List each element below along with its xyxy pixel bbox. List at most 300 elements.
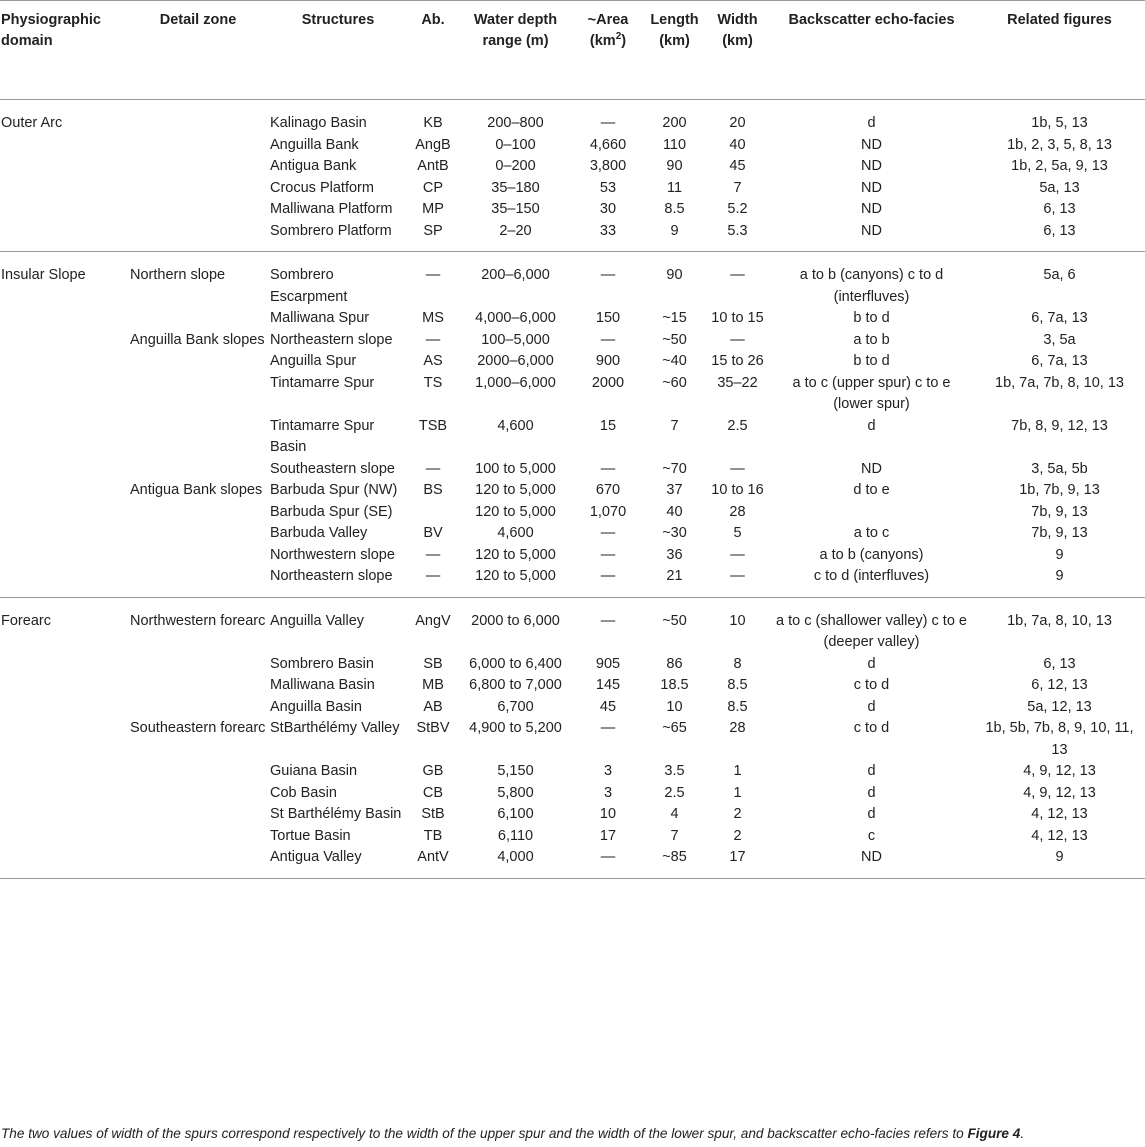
physiographic-domain-cell: [0, 654, 128, 676]
length-cell: ~50: [662, 612, 687, 629]
header-area-label: ~Area: [587, 12, 629, 28]
structure-cell: Malliwana Basin: [270, 677, 375, 693]
abbreviation-cell: CB: [422, 784, 444, 801]
width-cell: 1: [733, 784, 742, 801]
depth-cell: 5,800: [497, 784, 534, 801]
depth-cell: 100 to 5,000: [475, 460, 556, 477]
physiographic-domain-cell: [0, 221, 128, 252]
length-cell: 11: [666, 179, 683, 196]
structure-cell: Cob Basin: [270, 784, 337, 801]
abbreviation-cell: TB: [423, 827, 443, 844]
area-cell: —: [600, 331, 616, 348]
structure-cell: St Barthélémy Basin: [270, 806, 402, 822]
area-cell: 670: [595, 482, 621, 498]
structure-cell: Barbuda Valley: [270, 525, 368, 541]
area-cell: 3: [603, 763, 613, 779]
width-cell: 10 to 15: [711, 310, 764, 326]
table-row: [0, 135, 1145, 157]
detail-zone-cell: [128, 523, 268, 545]
table-row: [0, 502, 1145, 524]
abbreviation-cell: MP: [422, 201, 444, 217]
width-cell: 15 to 26: [711, 353, 764, 369]
structure-cell: Tintamarre Spur: [270, 374, 375, 391]
header-physiographic-domain: Physiographic domain: [0, 1, 128, 100]
backscatter-cell: d: [867, 784, 876, 801]
backscatter-cell: ND: [769, 221, 974, 252]
structure-cell: Antigua Bank: [270, 158, 357, 174]
length-cell: 3.5: [664, 763, 685, 779]
figures-cell: 4, 12, 13: [1031, 806, 1088, 822]
physiographic-domain-cell: [0, 156, 128, 178]
table-row: [0, 156, 1145, 178]
physiographic-domain-cell: [0, 135, 128, 157]
backscatter-cell: [769, 502, 974, 524]
physiographic-domain-cell: [0, 804, 128, 826]
detail-zone-cell: [128, 308, 268, 330]
figures-cell: 6, 12, 13: [1031, 677, 1088, 693]
table-row: [0, 804, 1145, 826]
depth-cell: 4,600: [497, 525, 534, 541]
backscatter-cell: d to e: [853, 482, 890, 498]
length-cell: ~60: [662, 374, 687, 391]
detail-zone-cell: [128, 156, 268, 178]
backscatter-cell: a to c (upper spur) c to e (lower spur): [792, 374, 951, 412]
figures-cell: 1b, 7b, 9, 13: [1019, 482, 1100, 498]
length-cell: 37: [666, 482, 683, 498]
table-row: [0, 308, 1145, 330]
table-row: [0, 221, 1145, 252]
width-cell: 28: [729, 503, 746, 520]
width-cell: 7: [733, 179, 742, 196]
depth-cell: 120 to 5,000: [475, 482, 556, 498]
detail-zone-cell: Northern slope: [130, 267, 226, 283]
figures-cell: 5a, 6: [1043, 267, 1076, 283]
length-cell: ~30: [662, 525, 687, 541]
physiographic-domain-cell: [0, 566, 128, 597]
width-cell: 20: [729, 115, 746, 131]
figures-cell: 6, 13: [974, 221, 1145, 252]
structure-cell: Malliwana Spur: [270, 310, 370, 326]
abbreviation-cell: —: [425, 331, 441, 348]
structure-cell: Kalinago Basin: [270, 115, 367, 131]
figures-cell: 6, 13: [1043, 201, 1076, 217]
width-cell: 2.5: [727, 417, 748, 434]
backscatter-cell: d: [867, 655, 876, 672]
abbreviation-cell: SP: [408, 221, 458, 252]
table-row: [0, 826, 1145, 848]
table-row: [0, 199, 1145, 221]
figures-cell: 7b, 9, 13: [1031, 525, 1088, 541]
structure-cell: Sombrero Escarpment: [270, 267, 348, 305]
depth-cell: 200–800: [487, 115, 544, 131]
table-row: [0, 545, 1145, 567]
table-row: [0, 597, 1145, 654]
abbreviation-cell: BS: [423, 482, 443, 498]
depth-cell: 6,110: [497, 827, 534, 844]
physiographic-domain-cell: [0, 351, 128, 373]
depth-cell: 120 to 5,000: [475, 503, 556, 520]
backscatter-cell: ND: [769, 847, 974, 878]
physiographic-domain-cell: [0, 545, 128, 567]
abbreviation-cell: MS: [422, 310, 444, 326]
abbreviation-cell: GB: [422, 763, 444, 779]
area-cell: 45: [599, 698, 617, 715]
backscatter-cell: ND: [861, 158, 882, 174]
abbreviation-cell: AngV: [415, 612, 451, 629]
physiographic-domain-cell: [0, 761, 128, 783]
figures-cell: 3, 5a: [1043, 331, 1076, 348]
backscatter-cell: c to d (interfluves): [769, 566, 974, 597]
table-row: [0, 654, 1145, 676]
abbreviation-cell: AngB: [415, 136, 451, 153]
physiographic-domain-cell: Insular Slope: [1, 267, 86, 283]
area-cell: —: [573, 847, 643, 878]
physiographic-domain-cell: [0, 308, 128, 330]
header-backscatter: Backscatter echo-facies: [769, 1, 974, 100]
abbreviation-cell: CP: [422, 179, 444, 196]
depth-cell: 120 to 5,000: [458, 566, 573, 597]
structure-cell: Crocus Platform: [270, 179, 374, 196]
width-cell: —: [730, 546, 745, 563]
width-cell: 8.5: [727, 677, 748, 693]
detail-zone-cell: [128, 697, 268, 719]
figures-cell: 4, 9, 12, 13: [1023, 784, 1096, 801]
structure-cell: Anguilla Bank: [270, 136, 359, 153]
depth-cell: 2–20: [458, 221, 573, 252]
backscatter-cell: ND: [861, 201, 882, 217]
detail-zone-cell: [128, 221, 268, 252]
detail-zone-cell: [128, 783, 268, 805]
backscatter-cell: d: [867, 763, 876, 779]
table-row: [0, 783, 1145, 805]
abbreviation-cell: [408, 502, 458, 524]
backscatter-cell: b to d: [853, 310, 890, 326]
depth-cell: 0–200: [495, 158, 536, 174]
length-cell: ~40: [662, 353, 687, 369]
detail-zone-cell: [128, 416, 268, 459]
width-cell: 35–22: [717, 374, 758, 391]
structure-cell: Sombrero Basin: [270, 655, 374, 672]
length-cell: 18.5: [660, 677, 689, 693]
detail-zone-cell: [128, 373, 268, 416]
physiographic-domain-cell: [0, 178, 128, 200]
structure-cell: Barbuda Spur (NW): [270, 482, 398, 498]
figures-cell: 9: [974, 566, 1145, 597]
area-cell: 4,660: [589, 136, 627, 153]
header-abbreviation: Ab.: [408, 1, 458, 100]
depth-cell: 2000 to 6,000: [471, 612, 560, 629]
backscatter-cell: ND: [861, 179, 882, 196]
depth-cell: 120 to 5,000: [475, 546, 556, 563]
depth-cell: 35–180: [491, 179, 540, 196]
abbreviation-cell: AB: [423, 698, 443, 715]
header-length: Length (km): [643, 1, 706, 100]
footnote-figure-ref: Figure 4: [967, 1126, 1021, 1141]
width-cell: 8: [733, 655, 742, 672]
physiographic-domain-cell: [0, 523, 128, 545]
figures-cell: 6, 7a, 13: [1031, 310, 1088, 326]
depth-cell: 2000–6,000: [477, 353, 554, 369]
header-detail-zone: Detail zone: [128, 1, 268, 100]
detail-zone-cell: [128, 654, 268, 676]
structure-cell: Tintamarre Spur Basin: [270, 417, 375, 455]
figures-cell: 6, 7a, 13: [1031, 353, 1088, 369]
structure-cell: Northeastern slope: [270, 331, 393, 348]
length-cell: 9: [643, 221, 706, 252]
table-row: [0, 761, 1145, 783]
figures-cell: 1b, 7a, 8, 10, 13: [1007, 612, 1112, 629]
physiographic-domain-cell: [0, 416, 128, 459]
structure-cell: Southeastern slope: [270, 460, 395, 477]
table-row: [0, 459, 1145, 481]
abbreviation-cell: StB: [421, 806, 445, 822]
abbreviation-cell: AntV: [408, 847, 458, 878]
backscatter-cell: d: [867, 698, 876, 715]
depth-cell: 100–5,000: [481, 331, 550, 348]
abbreviation-cell: MB: [422, 677, 444, 693]
abbreviation-cell: AntB: [417, 158, 449, 174]
physiographic-domain-cell: [0, 675, 128, 697]
width-cell: 40: [729, 136, 746, 153]
figures-cell: 1b, 2, 3, 5, 8, 13: [1007, 136, 1112, 153]
abbreviation-cell: SB: [423, 655, 443, 672]
area-cell: —: [600, 267, 616, 283]
width-cell: 5: [733, 525, 742, 541]
width-cell: 2: [733, 806, 742, 822]
abbreviation-cell: TS: [423, 374, 443, 391]
backscatter-cell: ND: [861, 136, 882, 153]
footnote-end: .: [1020, 1126, 1025, 1141]
table-body: [0, 100, 1145, 879]
abbreviation-cell: —: [425, 267, 441, 283]
abbreviation-cell: —: [425, 460, 441, 477]
backscatter-cell: ND: [861, 460, 882, 477]
detail-zone-cell: Northwestern forearc: [130, 612, 266, 629]
backscatter-cell: a to c (shallower valley) c to e (deeper valley): [776, 612, 967, 650]
length-cell: 4: [670, 806, 679, 822]
length-cell: ~85: [643, 847, 706, 878]
backscatter-cell: d: [867, 115, 876, 131]
header-width: Width (km): [706, 1, 769, 100]
length-cell: 200: [662, 115, 687, 131]
table-row: [0, 252, 1145, 309]
abbreviation-cell: AS: [423, 353, 443, 369]
figures-cell: 5a, 12, 13: [1027, 698, 1092, 715]
abbreviation-cell: —: [425, 546, 441, 563]
table-row: [0, 178, 1145, 200]
abbreviation-cell: KB: [423, 115, 443, 131]
length-cell: 7: [670, 417, 679, 434]
abbreviation-cell: —: [408, 566, 458, 597]
area-cell: —: [600, 612, 616, 629]
width-cell: 17: [706, 847, 769, 878]
width-cell: 2: [733, 827, 742, 844]
physiographic-domain-cell: [0, 502, 128, 524]
detail-zone-cell: [128, 502, 268, 524]
structure-cell: Barbuda Spur (SE): [270, 503, 393, 520]
depth-cell: 4,000: [458, 847, 573, 878]
depth-cell: 5,150: [497, 763, 534, 779]
table-row: [0, 523, 1145, 545]
structure-cell: Northeastern slope: [268, 566, 408, 597]
header-area: [573, 1, 643, 100]
detail-zone-cell: [128, 847, 268, 878]
physiographic-domain-cell: [0, 480, 128, 502]
table-row: [0, 847, 1145, 878]
depth-cell: 6,700: [497, 698, 534, 715]
physiographic-domain-cell: [0, 199, 128, 221]
area-cell: —: [600, 525, 616, 541]
backscatter-cell: d: [867, 417, 876, 434]
length-cell: 90: [666, 158, 683, 174]
figures-cell: 4, 9, 12, 13: [1023, 763, 1096, 779]
physiographic-domain-cell: [0, 330, 128, 352]
area-cell: 30: [599, 201, 617, 217]
structure-cell: Anguilla Spur: [270, 353, 357, 369]
area-cell: —: [600, 720, 616, 736]
header-water-depth: Water depth range (m): [458, 1, 573, 100]
area-cell: —: [600, 115, 616, 131]
area-cell: 17: [599, 827, 617, 844]
length-cell: 2.5: [664, 784, 685, 801]
depth-cell: 200–6,000: [481, 267, 550, 283]
backscatter-cell: c to d: [853, 720, 890, 736]
detail-zone-cell: [128, 566, 268, 597]
table-header: [0, 1, 1145, 100]
area-cell: 33: [573, 221, 643, 252]
structure-cell: Antigua Valley: [268, 847, 408, 878]
depth-cell: 4,900 to 5,200: [469, 720, 562, 736]
detail-zone-cell: [128, 100, 268, 135]
backscatter-cell: a to c: [853, 525, 890, 541]
figures-cell: 4, 12, 13: [1031, 827, 1088, 844]
physiographic-domain-cell: [0, 697, 128, 719]
physiographic-domain-cell: [0, 373, 128, 416]
structure-cell: Anguilla Basin: [270, 698, 362, 715]
header-area-unit-close: ): [621, 33, 627, 49]
width-cell: 10: [729, 612, 746, 629]
header-structures: Structures: [268, 1, 408, 100]
figures-cell: 1b, 5, 13: [1031, 115, 1088, 131]
area-cell: 53: [599, 179, 617, 196]
backscatter-cell: a to b: [853, 331, 890, 348]
backscatter-cell: b to d: [853, 353, 890, 369]
depth-cell: 6,800 to 7,000: [469, 677, 562, 693]
table-row: [0, 373, 1145, 416]
figures-cell: 1b, 5b, 7b, 8, 9, 10, 11, 13: [985, 720, 1134, 758]
area-cell: 905: [595, 655, 621, 672]
detail-zone-cell: [128, 675, 268, 697]
depth-cell: 4,600: [497, 417, 534, 434]
length-cell: 36: [666, 546, 683, 563]
detail-zone-cell: [128, 459, 268, 481]
footnote-text: The two values of width of the spurs correspond respectively to the width of the upper spur and the width of the lower spur, and backscatter echo-facies refers to: [1, 1126, 964, 1141]
area-cell: —: [600, 460, 616, 477]
area-cell: —: [573, 566, 643, 597]
depth-cell: 0–100: [495, 136, 536, 153]
width-cell: 5.2: [727, 201, 748, 217]
figures-cell: 5a, 13: [1039, 179, 1080, 196]
structure-cell: Malliwana Platform: [270, 201, 393, 217]
physiographic-domain-cell: [0, 718, 128, 761]
table-row: [0, 330, 1145, 352]
detail-zone-cell: [128, 351, 268, 373]
abbreviation-cell: TSB: [418, 417, 448, 434]
table-row: [0, 100, 1145, 135]
detail-zone-cell: [128, 826, 268, 848]
depth-cell: 4,000–6,000: [475, 310, 556, 326]
area-cell: 900: [595, 353, 621, 369]
detail-zone-cell: Anguilla Bank slopes: [130, 331, 265, 348]
depth-cell: 1,000–6,000: [475, 374, 556, 391]
header-area-unit: (km: [589, 33, 616, 49]
width-cell: 28: [729, 720, 746, 736]
width-cell: 45: [729, 158, 746, 174]
width-cell: 10 to 16: [711, 482, 764, 498]
area-cell: 1,070: [589, 503, 627, 520]
detail-zone-cell: [128, 545, 268, 567]
table-row: [0, 416, 1145, 459]
length-cell: ~15: [662, 310, 687, 326]
detail-zone-cell: [128, 178, 268, 200]
figures-cell: 1b, 7a, 7b, 8, 10, 13: [995, 374, 1124, 391]
length-cell: 110: [662, 136, 687, 153]
depth-cell: 6,100: [497, 806, 534, 822]
detail-zone-cell: Antigua Bank slopes: [130, 482, 263, 498]
area-cell: 10: [599, 806, 617, 822]
length-cell: ~50: [662, 331, 687, 348]
area-cell: 145: [595, 677, 621, 693]
figures-cell: 1b, 2, 5a, 9, 13: [1011, 158, 1108, 174]
width-cell: 5.3: [706, 221, 769, 252]
length-cell: 10: [666, 698, 683, 715]
length-cell: 8.5: [664, 201, 685, 217]
physiographic-domain-cell: [0, 826, 128, 848]
structure-cell: Northwestern slope: [270, 546, 395, 563]
figures-cell: 6, 13: [1043, 655, 1076, 672]
physiographic-domain-cell: Forearc: [1, 612, 51, 629]
detail-zone-cell: [128, 135, 268, 157]
table-row: [0, 351, 1145, 373]
structure-cell: Anguilla Valley: [270, 612, 365, 629]
depth-cell: 35–150: [491, 201, 540, 217]
area-cell: 15: [599, 417, 617, 434]
figures-cell: 3, 5a, 5b: [1031, 460, 1088, 477]
table-row: [0, 718, 1145, 761]
table-row: [0, 697, 1145, 719]
physiographic-domain-cell: [0, 783, 128, 805]
table-row: [0, 566, 1145, 597]
backscatter-cell: c to d: [853, 677, 890, 693]
physiographic-domain-cell: [0, 847, 128, 878]
width-cell: —: [730, 331, 745, 348]
detail-zone-cell: [128, 761, 268, 783]
header-related-figures: Related figures: [974, 1, 1145, 100]
backscatter-cell: d: [867, 806, 876, 822]
table-row: [0, 675, 1145, 697]
structure-cell: Sombrero Platform: [268, 221, 408, 252]
detail-zone-cell: Southeastern forearc: [130, 720, 266, 736]
length-cell: ~70: [662, 460, 687, 477]
area-cell: 2000: [591, 374, 625, 391]
structure-cell: StBarthélémy Valley: [270, 720, 400, 736]
depth-cell: 6,000 to 6,400: [469, 655, 562, 672]
backscatter-cell: a to b (canyons) c to d (interfluves): [799, 267, 944, 305]
width-cell: —: [730, 460, 745, 477]
figures-cell: 9: [974, 847, 1145, 878]
detail-zone-cell: [128, 804, 268, 826]
figures-cell: 9: [1055, 546, 1064, 563]
